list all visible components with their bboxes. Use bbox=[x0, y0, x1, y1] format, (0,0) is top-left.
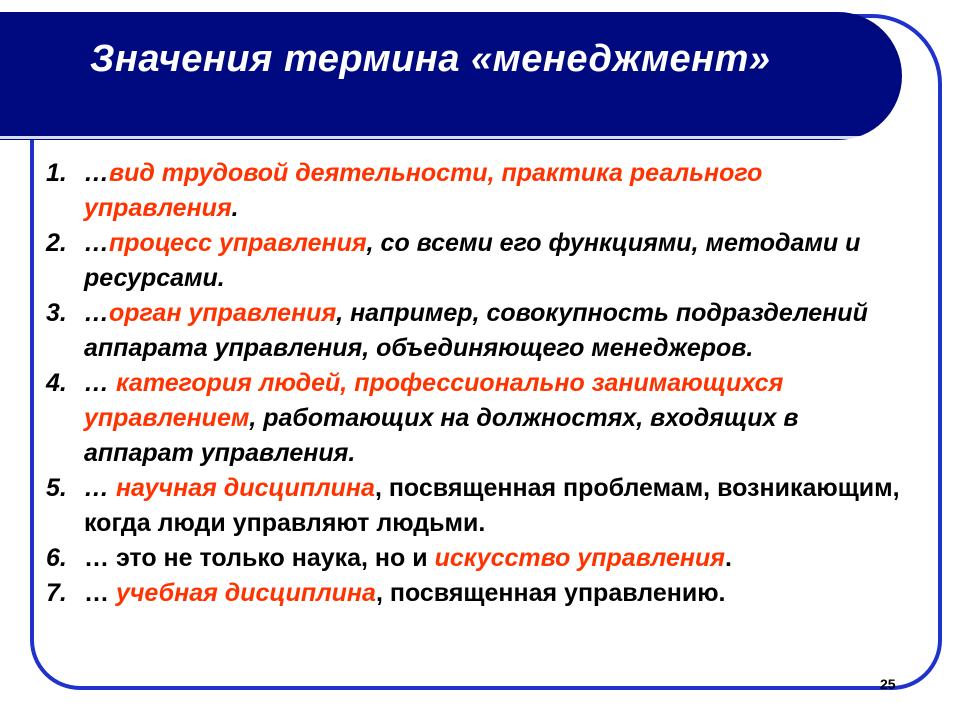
list-item bbox=[46, 296, 906, 366]
item-lead: … bbox=[84, 579, 116, 607]
list-item bbox=[46, 156, 906, 226]
item-rest: , работающих на должностях, входящих в аппарат управления. bbox=[84, 404, 799, 467]
item-highlight: категория людей, профессионально занимающихся управлением bbox=[84, 369, 784, 432]
item-number: 3. bbox=[46, 299, 67, 327]
item-highlight: орган управления bbox=[109, 299, 337, 327]
item-number: 6. bbox=[46, 544, 67, 572]
item-highlight: учебная дисциплина bbox=[115, 579, 376, 607]
list-item bbox=[46, 226, 906, 296]
list-item bbox=[46, 541, 906, 576]
item-lead: … bbox=[84, 369, 116, 397]
item-rest: . bbox=[231, 194, 239, 222]
item-lead: … bbox=[84, 474, 116, 502]
item-highlight: научная дисциплина bbox=[115, 474, 375, 502]
item-rest: , посвященная управлению. bbox=[375, 579, 726, 607]
item-lead: … bbox=[84, 299, 109, 327]
item-number: 5. bbox=[46, 474, 67, 502]
title-underline bbox=[0, 136, 880, 139]
item-number: 7. bbox=[46, 579, 67, 607]
item-lead: … это не только наука, но и bbox=[84, 544, 435, 572]
item-rest: , посвященная проблемам, возникающим, когда люди управляют людьми. bbox=[84, 474, 900, 537]
page-number: 25 bbox=[880, 676, 896, 692]
item-highlight: вид трудовой деятельности, практика реального управления bbox=[84, 159, 763, 222]
list-item bbox=[46, 471, 906, 541]
item-rest: , со всеми его функциями, методами и ресурсами. bbox=[84, 229, 861, 292]
definition-list bbox=[46, 156, 906, 611]
item-number: 4. bbox=[46, 369, 67, 397]
item-highlight: искусство управления bbox=[434, 544, 726, 572]
item-lead: … bbox=[84, 159, 109, 187]
item-number: 1. bbox=[46, 159, 67, 187]
list-item bbox=[46, 576, 906, 611]
list-item bbox=[46, 366, 906, 471]
item-rest: , например, совокупность подразделений аппарата управления, объединяющего менеджеров. bbox=[84, 299, 868, 362]
item-number: 2. bbox=[46, 229, 67, 257]
item-highlight: процесс управления bbox=[109, 229, 367, 257]
item-lead: … bbox=[84, 229, 109, 257]
slide-title: Значения термина «менеджмент» bbox=[90, 38, 771, 80]
item-rest: . bbox=[725, 544, 732, 572]
